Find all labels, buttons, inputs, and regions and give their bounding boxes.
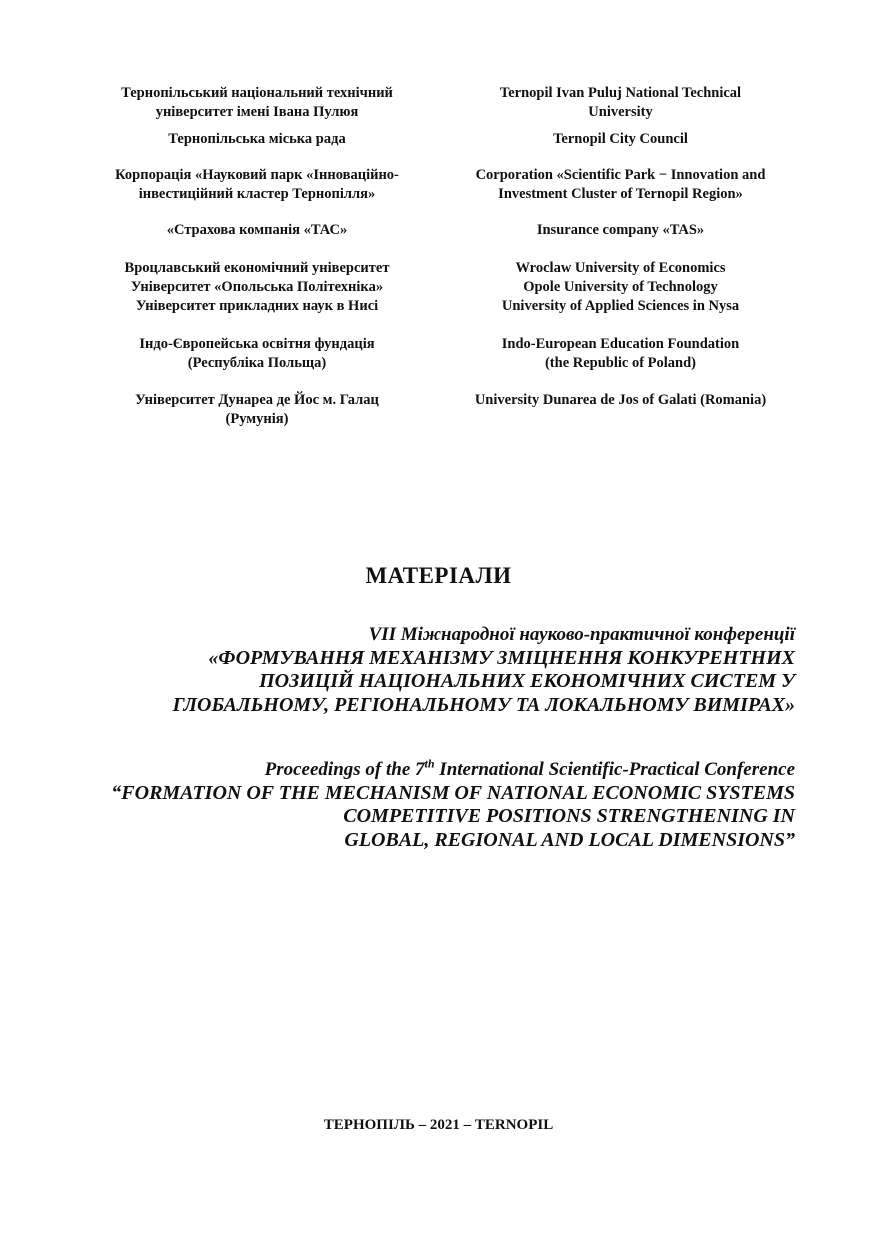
conference-title-line: GLOBAL, REGIONAL AND LOCAL DIMENSIONS” [344, 828, 795, 851]
organizer-en-line: Ternopil City Council [553, 131, 688, 147]
conference-title-ua [35, 623, 795, 717]
conference-subtitle-ua: VІІ Міжнародної науково-практичної конференції [368, 624, 795, 645]
organizer-ua-line: Тернопільська міська рада [168, 131, 346, 147]
organizer-ua-line: (Румунія) [225, 411, 289, 427]
conference-title-line: ГЛОБАЛЬНОМУ, РЕГІОНАЛЬНОМУ ТА ЛОКАЛЬНОМУ ВИМІРАХ» [172, 693, 795, 716]
subtitle-ordinal-suffix: th [424, 756, 435, 771]
organizer-ua-line: «Страхова компанія «ТАС» [166, 222, 348, 238]
organizer-en-line: University of Applied Sciences in Nysa [501, 298, 740, 314]
organizer-en-line: (the Republic of Poland) [544, 355, 697, 371]
organizer-en-city-council [448, 130, 793, 149]
organizer-en-line: Indo-European Education Foundation [501, 336, 740, 352]
organizer-ua-line: інвестиційний кластер Тернопілля» [138, 186, 376, 202]
organizer-en-line: Investment Cluster of Ternopil Region» [498, 186, 743, 202]
organizer-ua-line: Тернопільський національний технічний [121, 85, 393, 101]
organizer-en-line: Wroclaw University of Economics [515, 260, 726, 276]
organizer-ua-line: Університет «Опольська Політехніка» [130, 279, 384, 295]
organizer-en-line: University [588, 104, 653, 120]
organizer-ua-universities [92, 259, 422, 316]
conference-title-line: ПОЗИЦІЙ НАЦІОНАЛЬНИХ ЕКОНОМІЧНИХ СИСТЕМ У [259, 670, 795, 692]
conference-title-line: “FORMATION OF THE MECHANISM OF NATIONAL ECONOMIC SYSTEMS [111, 781, 795, 804]
organizer-en-science-park [448, 166, 793, 204]
subtitle-suffix: International Scientific-Practical Conference [434, 759, 795, 780]
organizer-ua-tntu [92, 84, 422, 122]
organizer-ua-line: Вроцлавський економічний університет [124, 260, 390, 276]
subtitle-prefix: Proceedings of the 7 [264, 759, 425, 780]
organizer-ua-science-park [92, 166, 422, 204]
conference-title-en [35, 758, 795, 852]
organizer-ua-galati [92, 391, 422, 429]
conference-title-line: COMPETITIVE POSITIONS STRENGTHENING IN [343, 805, 795, 827]
organizer-en-line: University Dunarea de Jos of Galati (Romania) [474, 392, 767, 408]
organizer-en-galati [448, 391, 793, 410]
organizer-ua-line: Університет Дунареа де Йос м. Галац [135, 392, 379, 408]
organizer-en-line: Corporation «Scientific Park − Innovation and [475, 167, 766, 183]
organizer-en-tntu [448, 84, 793, 122]
place-year-footer: ТЕРНОПІЛЬ – 2021 – TERNOPIL [323, 1117, 554, 1133]
organizer-en-line: Insurance company «TAS» [536, 222, 705, 238]
conference-title-line: «ФОРМУВАННЯ МЕХАНІЗМУ ЗМІЦНЕННЯ КОНКУРЕНТНИХ [208, 646, 795, 669]
organizer-ua-insurance [92, 221, 422, 240]
organizer-ua-line: Корпорація «Науковий парк «Інноваційно- [115, 167, 399, 183]
organizer-en-line: Opole University of Technology [523, 279, 718, 295]
organizer-en-universities [448, 259, 793, 316]
conference-subtitle-en [35, 758, 795, 782]
page-title: МАТЕРІАЛИ [365, 563, 512, 588]
organizer-ua-city-council [92, 130, 422, 149]
organizer-en-foundation [448, 335, 793, 373]
organizer-en-insurance [448, 221, 793, 240]
organizer-ua-line: (Республіка Польща) [187, 355, 327, 371]
organizer-ua-foundation [92, 335, 422, 373]
organizer-en-line: Ternopil Ivan Puluj National Technical [499, 85, 742, 101]
organizer-ua-line: Університет прикладних наук в Нисі [135, 298, 379, 314]
organizer-ua-line: університет імені Івана Пулюя [155, 104, 359, 120]
organizer-ua-line: Індо-Європейська освітня фундація [139, 336, 375, 352]
